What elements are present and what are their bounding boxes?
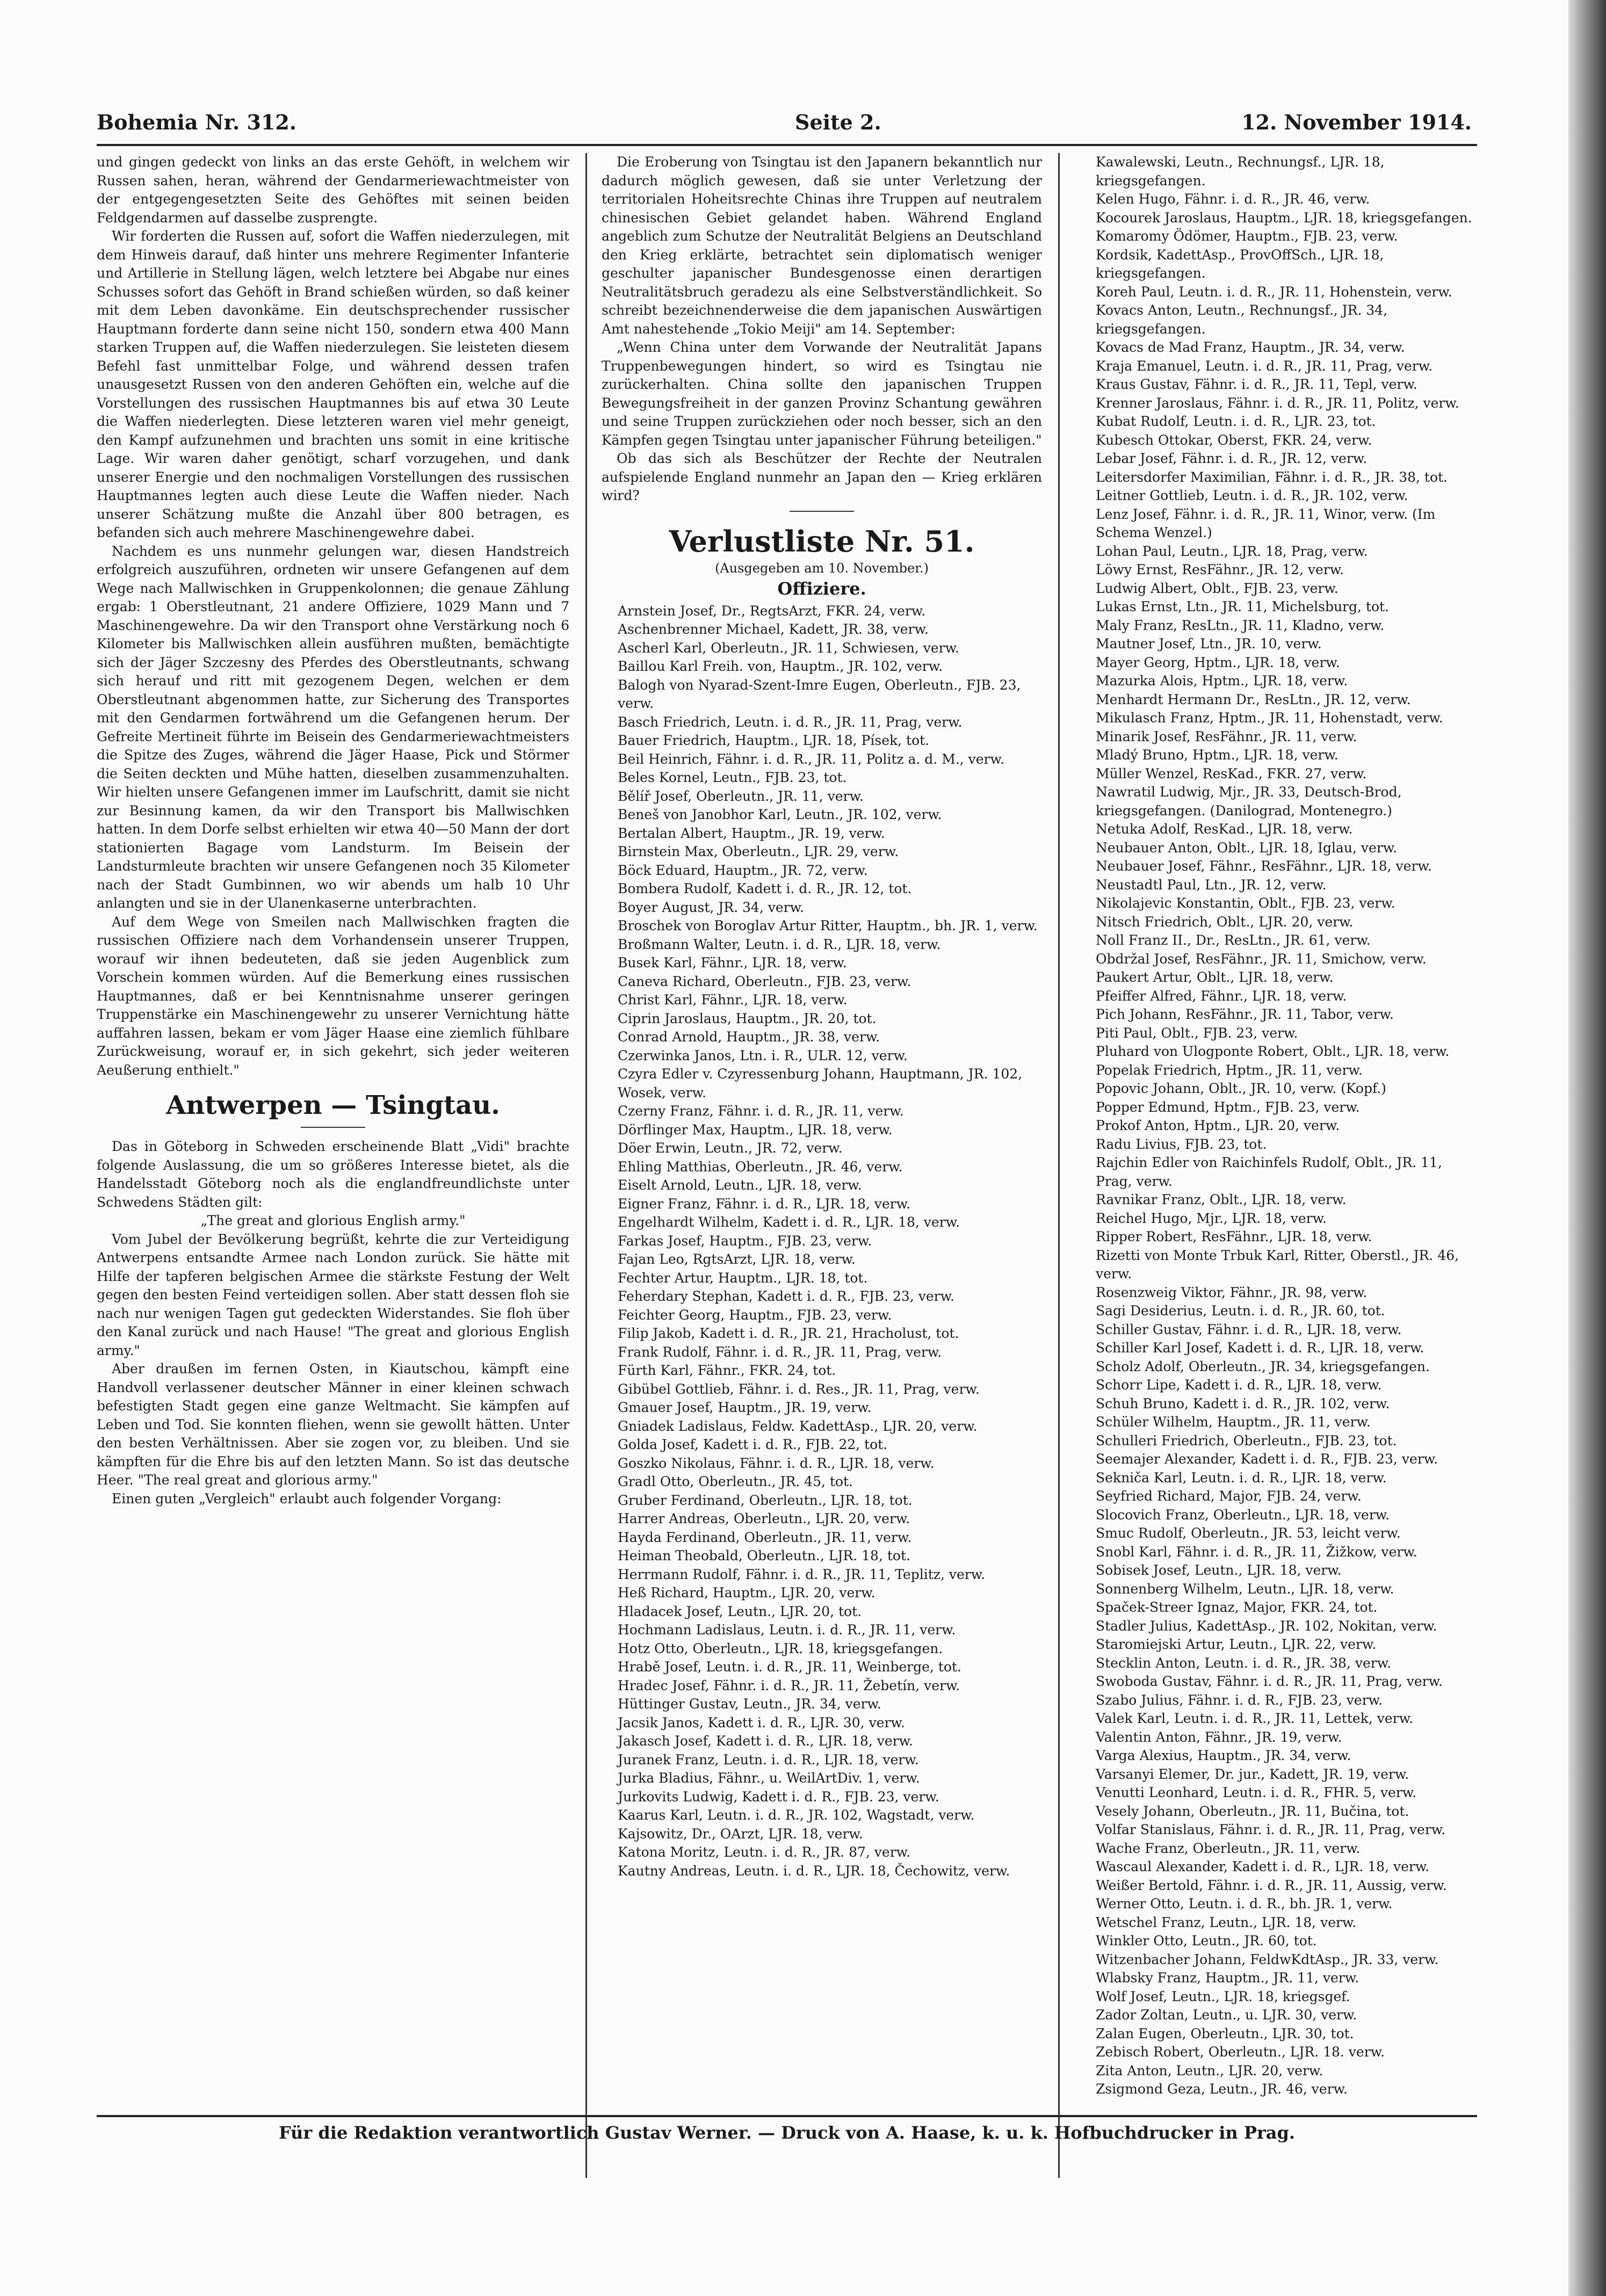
casualty-entry: Kajsowitz, Dr., OArzt, LJR. 18, verw. <box>618 1826 863 1842</box>
casualty-entry: Ehling Matthias, Oberleutn., JR. 46, verw. <box>618 1158 903 1175</box>
casualty-entry: Kelen Hugo, Fähnr. i. d. R., JR. 46, verw. <box>1096 191 1370 207</box>
section-title: Antwerpen — Tsingtau. <box>166 1090 500 1120</box>
casualty-entry: Netuka Adolf, ResKad., LJR. 18, verw. <box>1096 821 1353 837</box>
casualty-entry: Schiller Karl Josef, Kadett i. d. R., LJR. 18, verw. <box>1096 1340 1424 1356</box>
casualty-list-subtitle: (Ausgegeben am 10. November.) <box>714 560 929 576</box>
casualty-entry: Lohan Paul, Leutn., LJR. 18, Prag, verw. <box>1096 543 1368 559</box>
imprint-footer: Für die Redaktion verantwortlich Gustav Werner. — Druck von A. Haase, k. u. k. Hofbuchdrucker in Prag. <box>279 2123 1295 2143</box>
casualty-entry: Komaromy Ödömer, Hauptm., FJB. 23, verw. <box>1096 228 1398 244</box>
casualty-entry: Radu Livius, FJB. 23, tot. <box>1096 1136 1267 1152</box>
article-paragraph: Aber draußen im fernen Osten, in Kiautschou, kämpft eine Handvoll verlassener deutscher Männer in einer kleinen schwach befestigten Stadt gegen eine ganze Weltmacht. Sie kämpfen auf Leben und Tod. Sie konnten fliehen, wenn sie gewollt hätten. Unter den besten Verhältnissen. Aber sie zogen vor, zu bleiben. Und sie kämpften für die Ehre bis auf den letzten Mann. So ist das deutsche Heer. "The real great and glorious army." <box>97 1361 569 1488</box>
casualty-entry: Spaček-Streer Ignaz, Major, FKR. 24, tot. <box>1096 1599 1378 1615</box>
page-edge-shadow <box>1568 0 1606 2296</box>
casualty-entry: Popovic Johann, Oblt., JR. 10, verw. (Kopf.) <box>1096 1081 1387 1096</box>
section-rule <box>301 1127 365 1128</box>
casualty-entry: Fürth Karl, Fähnr., FKR. 24, tot. <box>618 1363 836 1378</box>
casualty-entry: Lebar Josef, Fähnr. i. d. R., JR. 12, verw. <box>1096 451 1368 466</box>
casualty-entry: Broschek von Boroglav Artur Ritter, Hauptm., bh. JR. 1, verw. <box>618 918 1038 933</box>
section-rule <box>790 511 854 512</box>
casualty-entry: Wlabsky Franz, Hauptm., JR. 11, verw. <box>1096 1970 1359 1986</box>
casualty-entry: Juranek Franz, Leutn. i. d. R., LJR. 18, verw. <box>618 1751 919 1768</box>
casualty-entry: Pfeiffer Alfred, Fähnr., LJR. 18, verw. <box>1096 988 1347 1004</box>
casualty-entry: Birnstein Max, Oberleutn., LJR. 29, verw. <box>618 844 899 859</box>
casualty-entry: Jurka Bladius, Fähnr., u. WeilArtDiv. 1, verw. <box>618 1770 920 1786</box>
casualty-entry: Swoboda Gustav, Fähnr. i. d. R., JR. 11, Prag, verw. <box>1096 1674 1443 1689</box>
casualty-entry: Bauer Friedrich, Hauptm., LJR. 18, Písek, tot. <box>618 733 930 748</box>
casualty-entry: Varsanyi Elemer, Dr. jur., Kadett, JR. 19, verw. <box>1096 1766 1409 1782</box>
casualty-entry: Feichter Georg, Hauptm., FJB. 23, verw. <box>618 1307 892 1323</box>
article-paragraph: Vom Jubel der Bevölkerung begrüßt, kehrte die zur Verteidigung Antwerpens entsandte Armee nach London zurück. Sie hätte mit Hilfe der tapferen belgischen Armee die stärkste Festung der Welt gegen den besten Feind verteidigen sollen. Aber statt dessen floh sie nach nur wenigen Tagen gut gedeckten Widerstandes. Sie floh über den Kanal zurück und nach Hause! "The great and glorious English army." <box>97 1231 569 1358</box>
casualty-entry: Aschenbrenner Michael, Kadett, JR. 38, verw. <box>618 621 929 637</box>
casualty-entry: Paukert Artur, Oblt., LJR. 18, verw. <box>1096 969 1334 985</box>
article-paragraph: Auf dem Wege von Smeilen nach Mallwischken fragten die russischen Offiziere nach dem Vorhandensein unserer Truppen, worauf wir ihnen bedeuteten, daß sie jeden Augenblick zum Vorschein kommen würden. Auf die Bemerkung eines russischen Hauptmannes, daß er bei Kenntnisnahme unserer geringen Truppenstärke ein Maschinengewehr zu unserer Vernichtung hätte auffahren lassen, bekam er vom Jäger Haase eine ziemlich fühlbare Zurückweisung, worauf er, in sich gekehrt, sich jeder weiteren Aeußerung enthielt." <box>97 914 569 1078</box>
casualty-entry: Lukas Ernst, Ltn., JR. 11, Michelsburg, tot. <box>1096 599 1389 614</box>
column-1 <box>97 153 569 2178</box>
article-paragraph: Die Eroberung von Tsingtau ist den Japanern bekanntlich nur dadurch möglich gewesen, daß sie unter Verletzung der territorialen Hoheitsrechte Chinas ihre Truppen auf neutralem chinesischen Gebiet gelandet haben. Während England angeblich zum Schutze der Neutralität Belgiens an Deutschland den Krieg erklärte, betrachtet sein diplomatisch weniger geschulter japanischer Bundesgenosse einen derartigen Neutralitätsbruch geradezu als eine Selbstverständlichkeit. So schreibt bezeichnenderweise die dem japanischen Auswärtigen Amt nahestehende „Tokio Meiji" am 14. September: <box>602 154 1042 337</box>
casualty-entry: Rajchin Edler von Raichinfels Rudolf, Oblt., JR. 11, Prag, verw. <box>1096 1155 1442 1189</box>
casualty-entry: Neubauer Josef, Fähnr., ResFähnr., LJR. 18, verw. <box>1096 858 1432 874</box>
casualty-entry: Beneš von Janobhor Karl, Leutn., JR. 102, verw. <box>618 807 942 822</box>
casualty-entry: Kovacs Anton, Leutn., Rechnungsf., JR. 34, kriegsgefangen. <box>1096 302 1388 337</box>
casualty-entry: Sekniča Karl, Leutn. i. d. R., LJR. 18, verw. <box>1096 1469 1387 1486</box>
casualty-entry: Gradl Otto, Oberleutn., JR. 45, tot. <box>618 1474 853 1489</box>
casualty-entry: Varga Alexius, Hauptm., JR. 34, verw. <box>1096 1748 1351 1763</box>
casualty-entry: Prokof Anton, Hptm., LJR. 20, verw. <box>1096 1118 1340 1133</box>
casualty-entry: Noll Franz II., Dr., ResLtn., JR. 61, verw. <box>1096 932 1371 948</box>
casualty-entry: Neubauer Anton, Oblt., LJR. 18, Iglau, verw. <box>1096 839 1398 856</box>
casualty-entry: Christ Karl, Fähnr., LJR. 18, verw. <box>618 992 848 1008</box>
casualty-entry: Wolf Josef, Leutn., LJR. 18, kriegsgef. <box>1096 1988 1350 2004</box>
casualty-entry: Schorr Lipe, Kadett i. d. R., LJR. 18, verw. <box>1096 1377 1382 1393</box>
article-paragraph: Wir forderten die Russen auf, sofort die Waffen niederzulegen, mit dem Hinweis darauf, daß hinter uns mehrere Regimenter Infanterie und Artillerie in Stellung lägen, welch letztere bei Abgabe nur eines Schusses sofort das Gehöft in Brand schießen würden, so daß keiner mit dem Leben davonkäme. Ein deutschsprechender russischer Hauptmann forderte dann seine nicht 150, sondern etwa 400 Mann starken Truppen auf, die Waffen niederzulegen. Sie leisteten diesem Befehl fast unmittelbar Folge, und während dessen trafen unausgesetzt Russen von den anderen Gehöften ein, welche auf die Vorstellungen des russischen Hauptmannes bis auf etwa 30 Leute die Waffen niederlegten. Diese letzteren waren viel mehr geneigt, den Kampf aufzunehmen und brachten uns somit in eine kritische Lage. Wir waren daher genötigt, scharf vorzugehen, und dank unserer Energie und den nochmaligen Vorstellungen des russischen Hauptmannes legten auch diese Leute die Waffen nieder. Nach unserer Schätzung mußte die Anzahl über 800 betragen, es befanden sich auch mehrere Maschinengewehre dabei. <box>97 228 569 540</box>
casualty-entry: Witzenbacher Johann, FeldwKdtAsp., JR. 33, verw. <box>1096 1951 1439 1967</box>
casualty-entry: Werner Otto, Leutn. i. d. R., bh. JR. 1, verw. <box>1096 1896 1393 1911</box>
casualty-entry: Beil Heinrich, Fähnr. i. d. R., JR. 11, Politz a. d. M., verw. <box>618 751 1004 767</box>
casualty-entry: Valentin Anton, Fähnr., JR. 19, verw. <box>1096 1729 1342 1745</box>
casualty-entry: Mayer Georg, Hptm., LJR. 18, verw. <box>1096 654 1340 670</box>
casualty-entry: Kocourek Jaroslaus, Hauptm., LJR. 18, kriegsgefangen. <box>1096 209 1472 226</box>
casualty-entry: Nitsch Friedrich, Oblt., LJR. 20, verw. <box>1096 914 1354 930</box>
article-paragraph: Einen guten „Vergleich" erlaubt auch folgender Vorgang: <box>112 1490 502 1506</box>
casualty-entry: Hotz Otto, Oberleutn., LJR. 18, kriegsgefangen. <box>618 1640 943 1656</box>
casualty-entry: Lenz Josef, Fähnr. i. d. R., JR. 11, Winor, verw. (Im Schema Wenzel.) <box>1096 506 1436 540</box>
casualty-entry: Szabo Julius, Fähnr. i. d. R., FJB. 23, verw. <box>1096 1692 1383 1708</box>
header-rule <box>97 144 1477 146</box>
casualty-entry: Müller Wenzel, ResKad., FKR. 27, verw. <box>1096 765 1367 781</box>
casualty-entry: Kraus Gustav, Fähnr. i. d. R., JR. 11, Tepl, verw. <box>1096 376 1417 392</box>
casualty-entry: Hayda Ferdinand, Oberleutn., JR. 11, verw. <box>618 1529 912 1545</box>
casualty-entry: Slocovich Franz, Oberleutn., LJR. 18, verw. <box>1096 1506 1390 1523</box>
casualty-entry: Zsigmond Geza, Leutn., JR. 46, verw. <box>1096 2081 1348 2097</box>
casualty-entry: Hüttinger Gustav, Leutn., JR. 34, verw. <box>618 1696 881 1712</box>
casualty-entry: Baillou Karl Freih. von, Hauptm., JR. 102, verw. <box>618 658 943 674</box>
casualty-entry: Seemajer Alexander, Kadett i. d. R., FJB. 23, verw. <box>1096 1451 1438 1467</box>
casualty-entry: Sagi Desiderius, Leutn. i. d. R., JR. 60, tot. <box>1096 1303 1385 1319</box>
casualty-entry: Smuc Rudolf, Oberleutn., JR. 53, leicht verw. <box>1096 1525 1401 1541</box>
casualty-entry: Wascaul Alexander, Kadett i. d. R., LJR. 18, verw. <box>1096 1859 1430 1874</box>
casualty-entry: Winkler Otto, Leutn., JR. 60, tot. <box>1096 1933 1317 1949</box>
casualty-entry: Bertalan Albert, Hauptm., JR. 19, verw. <box>618 825 885 841</box>
casualty-entry: Gniadek Ladislaus, Feldw. KadettAsp., LJR. 20, verw. <box>618 1418 978 1434</box>
casualty-entry: Popper Edmund, Hptm., FJB. 23, verw. <box>1096 1099 1360 1115</box>
casualty-entry: Stadler Julius, KadettAsp., JR. 102, Nokitan, verw. <box>1096 1618 1437 1634</box>
casualty-entry: Ludwig Albert, Oblt., FJB. 23, verw. <box>1096 580 1339 596</box>
casualty-entry: Böck Eduard, Hauptm., JR. 72, verw. <box>618 862 868 878</box>
casualty-entry: Rizetti von Monte Trbuk Karl, Ritter, Oberstl., JR. 46, verw. <box>1096 1247 1459 1281</box>
casualty-entry: Frank Rudolf, Fähnr. i. d. R., JR. 11, Prag, verw. <box>618 1344 942 1360</box>
casualty-entry: Valek Karl, Leutn. i. d. R., JR. 11, Lettek, verw. <box>1096 1711 1413 1726</box>
casualty-entry: Heß Richard, Hauptm., LJR. 20, verw. <box>618 1585 876 1600</box>
footer-rule <box>97 2115 1477 2117</box>
article-paragraph: und gingen gedeckt von links an das erste Gehöft, in welchem wir Russen sahen, heran, während der Gendarmeriewachtmeister von der entgegengesetzten Seite des Gehöftes mit seinen beiden Feldgendarmen auf dasselbe zusprengte. <box>97 154 569 226</box>
casualty-entry: Volfar Stanislaus, Fähnr. i. d. R., JR. 11, Prag, verw. <box>1096 1822 1446 1837</box>
casualty-entry: Rosenzweig Viktor, Fähnr., JR. 98, verw. <box>1096 1284 1368 1300</box>
header-issue: Bohemia Nr. 312. <box>97 110 297 134</box>
casualty-entry: Krenner Jaroslaus, Fähnr. i. d. R., JR. 11, Politz, verw. <box>1096 395 1459 411</box>
casualty-entry: Ciprin Jaroslaus, Hauptm., JR. 20, tot. <box>618 1010 877 1026</box>
casualty-entry: Löwy Ernst, ResFähnr., JR. 12, verw. <box>1096 562 1344 577</box>
casualty-entry: Ripper Robert, ResFähnr., LJR. 18, verw. <box>1096 1229 1372 1244</box>
casualty-entry: Nawratil Ludwig, Mjr., JR. 33, Deutsch-Brod, kriegsgefangen. (Danilograd, Montenegro.) <box>1096 784 1402 819</box>
casualty-entry: Boyer August, JR. 34, verw. <box>618 899 804 915</box>
casualty-entry: Ascherl Karl, Oberleutn., JR. 11, Schwiesen, verw. <box>618 640 959 656</box>
casualty-entry: Pluhard von Ulogponte Robert, Oblt., LJR. 18, verw. <box>1096 1044 1450 1059</box>
casualty-entry: Basch Friedrich, Leutn. i. d. R., JR. 11, Prag, verw. <box>618 714 963 730</box>
casualty-entry: Leitner Gottlieb, Leutn. i. d. R., JR. 102, verw. <box>1096 488 1408 503</box>
article-paragraph: Das in Göteborg in Schweden erscheinende Blatt „Vidi" brachte folgende Auslassung, die um so größeres Interesse bietet, als die Handelsstadt Göteborg noch als die englandfreundlichste unter Schwedens Städten gilt: <box>97 1139 569 1210</box>
casualty-entry: Ravnikar Franz, Oblt., LJR. 18, verw. <box>1096 1192 1347 1207</box>
casualty-entry: Engelhardt Wilhelm, Kadett i. d. R., LJR. 18, verw. <box>618 1214 960 1230</box>
casualty-entry: Broßmann Walter, Leutn. i. d. R., LJR. 18, verw. <box>618 936 941 952</box>
casualty-entry: Schiller Gustav, Fähnr. i. d. R., LJR. 18, verw. <box>1096 1321 1402 1337</box>
casualty-entry: Reichel Hugo, Mjr., LJR. 18, verw. <box>1096 1210 1327 1226</box>
casualty-entry: Hrabě Josef, Leutn. i. d. R., JR. 11, Weinberge, tot. <box>618 1659 961 1675</box>
casualty-entry: Wache Franz, Oberleutn., JR. 11, verw. <box>1096 1840 1361 1856</box>
header-page-number: Seite 2. <box>795 110 881 134</box>
casualty-entry: Popelak Friedrich, Hptm., JR. 11, verw. <box>1096 1062 1363 1078</box>
article-quote: „The great and glorious English army." <box>200 1213 466 1228</box>
casualty-entry: Katona Moritz, Leutn. i. d. R., JR. 87, verw. <box>618 1844 911 1860</box>
article-paragraph: Ob das sich als Beschützer der Rechte der Neutralen aufspielende England nunmehr an Japan den — Krieg erklären wird? <box>602 451 1042 503</box>
casualty-entry: Minarik Josef, ResFähnr., JR. 11, verw. <box>1096 728 1357 744</box>
casualty-entry: Fechter Artur, Hauptm., LJR. 18, tot. <box>618 1270 868 1286</box>
column-3 <box>1080 153 1477 2178</box>
casualty-entry: Kubesch Ottokar, Oberst, FKR. 24, verw. <box>1096 432 1372 448</box>
casualty-entries <box>1080 153 1477 2099</box>
casualty-entry: Weißer Bertold, Fähnr. i. d. R., JR. 11, Aussig, verw. <box>1096 1877 1447 1893</box>
column-divider-1 <box>585 153 587 2178</box>
casualty-entry: Eiselt Arnold, Leutn., LJR. 18, verw. <box>618 1177 862 1193</box>
casualty-entry: Kraja Emanuel, Leutn. i. d. R., JR. 11, Prag, verw. <box>1096 358 1433 374</box>
casualty-entry: Scholz Adolf, Oberleutn., JR. 34, kriegsgefangen. <box>1096 1358 1430 1374</box>
casualty-entry: Czerwinka Janos, Ltn. i. R., ULR. 12, verw. <box>618 1047 908 1063</box>
casualty-entry: Heiman Theobald, Oberleutn., LJR. 18, tot. <box>618 1548 910 1563</box>
casualty-entry: Harrer Andreas, Oberleutn., LJR. 20, verw. <box>618 1511 910 1526</box>
casualty-entry: Farkas Josef, Hauptm., FJB. 23, verw. <box>618 1233 872 1249</box>
article-paragraph: Nachdem es uns nunmehr gelungen war, diesen Handstreich erfolgreich auszuführen, ordneten wir unsere Gefangenen auf dem Wege nach Mallwischken in Gruppenkolonnen; die genaue Zählung ergab: 1 Oberstleutnant, 21 andere Offiziere, 1029 Mann und 7 Maschinengewehre. Da wir den Transport ohne Verstärkung noch 6 Kilometer bis Mallwischken allein ausführen mußten, bemächtigte sich der Jäger Szczesny des Pferdes des Oberstleutnants, schwang sich herauf und ritt mit gezogenem Degen, welchen er dem Oberstleutnant abgenommen hatte, zur Sicherung des Transportes mit den Gendarmen fortwährend um die Gefangenen herum. Der Gefreite Mertineit führte im Beisein des Gendarmeriewachtmeisters die Spitze des Zuges, während die Jäger Haase, Pick und Störmer die Seiten deckten und Mühe hatten, dieselben zusammenzuhalten. Wir hielten unsere Gefangenen immer im Laufschritt, damit sie nicht zur Besinnung kamen, da wir den Transport bis Mallwischken hatten. In dem Dorfe selbst erhielten wir etwa 40—50 Mann der dort stationierten Bagage vom Landsturm. Im Beisein der Landsturmleute brachten wir unsere Gefangenen noch 35 Kilometer nach der Stadt Gumbinnen, wo wir abends um halb 10 Uhr anlangten und sie in der Ulanenkaserne unterbrachten. <box>97 543 569 911</box>
casualty-entry: Sobisek Josef, Leutn., LJR. 18, verw. <box>1096 1562 1342 1578</box>
casualty-entry: Nikolajevic Konstantin, Oblt., FJB. 23, verw. <box>1096 895 1395 911</box>
casualty-entry: Filip Jakob, Kadett i. d. R., JR. 21, Hracholust, tot. <box>618 1326 959 1341</box>
casualty-entry: Herrmann Rudolf, Fähnr. i. d. R., JR. 11, Teplitz, verw. <box>618 1566 986 1582</box>
casualty-entry: Kautny Andreas, Leutn. i. d. R., LJR. 18, Čechowitz, verw. <box>618 1863 1010 1879</box>
casualty-entry: Gruber Ferdinand, Oberleutn., LJR. 18, tot. <box>618 1492 913 1508</box>
casualty-entry: Stecklin Anton, Leutn. i. d. R., JR. 38, verw. <box>1096 1655 1392 1671</box>
casualty-entry: Zador Zoltan, Leutn., u. LJR. 30, verw. <box>1096 2007 1357 2023</box>
casualty-entry: Kawalewski, Leutn., Rechnungsf., LJR. 18, kriegsgefangen. <box>1096 154 1385 189</box>
casualty-entry: Czerny Franz, Fähnr. i. d. R., JR. 11, verw. <box>618 1103 904 1119</box>
casualty-entry: Neustadtl Paul, Ltn., JR. 12, verw. <box>1096 877 1327 893</box>
casualty-entry: Mautner Josef, Ltn., JR. 10, verw. <box>1096 636 1322 651</box>
casualty-entry: Sonnenberg Wilhelm, Leutn., LJR. 18, verw. <box>1096 1581 1394 1597</box>
casualty-list-heading: Offiziere. <box>777 578 866 599</box>
casualty-entries <box>602 602 1042 1881</box>
casualty-entry: Zalan Eugen, Oberleutn., LJR. 30, tot. <box>1096 2025 1354 2041</box>
casualty-entry: Hradec Josef, Fähnr. i. d. R., JR. 11, Žebetín, verw. <box>618 1677 960 1693</box>
casualty-entry: Kordsik, KadettAsp., ProvOffSch., LJR. 18, kriegsgefangen. <box>1096 247 1384 281</box>
casualty-entry: Maly Franz, ResLtn., JR. 11, Kladno, verw. <box>1096 617 1385 633</box>
header-date: 12. November 1914. <box>1241 110 1472 134</box>
casualty-entry: Busek Karl, Fähnr., LJR. 18, verw. <box>618 955 847 970</box>
casualty-entry: Obdržal Josef, ResFähnr., JR. 11, Smichow, verw. <box>1096 951 1427 967</box>
casualty-entry: Mazurka Alois, Hptm., LJR. 18, verw. <box>1096 673 1348 689</box>
casualty-entry: Seyfried Richard, Major, FJB. 24, verw. <box>1096 1488 1362 1504</box>
casualty-entry: Feherdary Stephan, Kadett i. d. R., FJB. 23, verw. <box>618 1288 954 1304</box>
casualty-entry: Bombera Rudolf, Kadett i. d. R., JR. 12, tot. <box>618 881 912 896</box>
casualty-entry: Jacsik Janos, Kadett i. d. R., LJR. 30, verw. <box>618 1714 905 1730</box>
casualty-entry: Gmauer Josef, Hauptm., JR. 19, verw. <box>618 1400 872 1415</box>
casualty-entry: Goszko Nikolaus, Fähnr. i. d. R., LJR. 18, verw. <box>618 1455 935 1471</box>
casualty-entry: Zita Anton, Leutn., LJR. 20, verw. <box>1096 2062 1323 2078</box>
casualty-entry: Kaarus Karl, Leutn. i. d. R., JR. 102, Wagstadt, verw. <box>618 1807 975 1823</box>
casualty-entry: Kovacs de Mad Franz, Hauptm., JR. 34, verw. <box>1096 339 1405 355</box>
casualty-entry: Mikulasch Franz, Hptm., JR. 11, Hohenstadt, verw. <box>1096 710 1443 726</box>
casualty-entry: Staromiejski Artur, Leutn., LJR. 22, verw. <box>1096 1636 1377 1652</box>
casualty-entry: Vesely Johann, Oberleutn., JR. 11, Bučina, tot. <box>1096 1803 1409 1819</box>
casualty-list-title: Verlustliste Nr. 51. <box>669 524 975 559</box>
casualty-entry: Jurkovits Ludwig, Kadett i. d. R., FJB. 23, verw. <box>618 1788 939 1805</box>
casualty-entry: Arnstein Josef, Dr., RegtsArzt, FKR. 24, verw. <box>618 603 926 619</box>
casualty-entry: Czyra Edler v. Czyressenburg Johann, Hauptmann, JR. 102, Wosek, verw. <box>618 1066 1023 1100</box>
casualty-entry: Gibübel Gottlieb, Fähnr. i. d. Res., JR. 11, Prag, verw. <box>618 1381 980 1397</box>
casualty-entry: Mladý Bruno, Hptm., LJR. 18, verw. <box>1096 747 1339 763</box>
casualty-entry: Menhardt Hermann Dr., ResLtn., JR. 12, verw. <box>1096 691 1411 707</box>
casualty-entry: Conrad Arnold, Hauptm., JR. 38, verw. <box>618 1029 880 1045</box>
article-paragraph: „Wenn China unter dem Vorwande der Neutralität Japans Truppenbewegungen hindert, so wird es Tsingtau nie zurückerhalten. China sollte den japanischen Truppen Bewegungsfreiheit in der ganzen Provinz Schantung gewähren und seine Truppen zurückziehen oder noch besser, sich an den Kämpfen gegen Tsingtau unter japanischer Führung beteiligen." <box>602 339 1042 448</box>
casualty-entry: Schulleri Friedrich, Oberleutn., FJB. 23, tot. <box>1096 1432 1397 1448</box>
casualty-entry: Hochmann Ladislaus, Leutn. i. d. R., JR. 11, verw. <box>618 1622 956 1638</box>
column-2 <box>602 153 1042 2178</box>
casualty-entry: Koreh Paul, Leutn. i. d. R., JR. 11, Hohenstein, verw. <box>1096 284 1452 300</box>
casualty-entry: Dörflinger Max, Hauptm., LJR. 18, verw. <box>618 1121 893 1138</box>
casualty-entry: Hladacek Josef, Leutn., LJR. 20, tot. <box>618 1603 862 1619</box>
casualty-entry: Jakasch Josef, Kadett i. d. R., LJR. 18, verw. <box>618 1733 913 1749</box>
casualty-entry: Balogh von Nyarad-Szent-Imre Eugen, Oberleutn., FJB. 23, verw. <box>618 677 1021 711</box>
casualty-entry: Leitersdorfer Maximilian, Fähnr. i. d. R., JR. 38, tot. <box>1096 469 1448 485</box>
casualty-entry: Wetschel Franz, Leutn., LJR. 18, verw. <box>1096 1914 1357 1930</box>
casualty-entry: Golda Josef, Kadett i. d. R., FJB. 22, tot. <box>618 1437 888 1452</box>
casualty-entry: Fajan Leo, RgtsArzt, LJR. 18, verw. <box>618 1251 856 1267</box>
casualty-entry: Zebisch Robert, Oberleutn., LJR. 18. verw. <box>1096 2044 1385 2060</box>
casualty-entry: Kubat Rudolf, Leutn. i. d. R., LJR. 23, tot. <box>1096 414 1376 429</box>
casualty-entry: Caneva Richard, Oberleutn., FJB. 23, verw. <box>618 973 911 989</box>
casualty-entry: Döer Erwin, Leutn., JR. 72, verw. <box>618 1140 843 1156</box>
casualty-entry: Schüler Wilhelm, Hauptm., JR. 11, verw. <box>1096 1414 1371 1430</box>
casualty-entry: Schuh Bruno, Kadett i. d. R., JR. 102, verw. <box>1096 1395 1390 1411</box>
casualty-entry: Piti Paul, Oblt., FJB. 23, verw. <box>1096 1025 1298 1041</box>
casualty-entry: Pich Johann, ResFähnr., JR. 11, Tabor, verw. <box>1096 1006 1394 1022</box>
page-header <box>97 110 1472 142</box>
casualty-entry: Snobl Karl, Fähnr. i. d. R., JR. 11, Žižkow, verw. <box>1096 1544 1417 1560</box>
casualty-entry: Eigner Franz, Fähnr. i. d. R., LJR. 18, verw. <box>618 1196 911 1212</box>
casualty-entry: Venutti Leonhard, Leutn. i. d. R., FHR. 5, verw. <box>1096 1785 1417 1800</box>
casualty-entry: Beles Kornel, Leutn., FJB. 23, tot. <box>618 770 847 785</box>
column-divider-2 <box>1058 153 1060 2178</box>
casualty-entry: Bělíř Josef, Oberleutn., JR. 11, verw. <box>618 788 864 804</box>
